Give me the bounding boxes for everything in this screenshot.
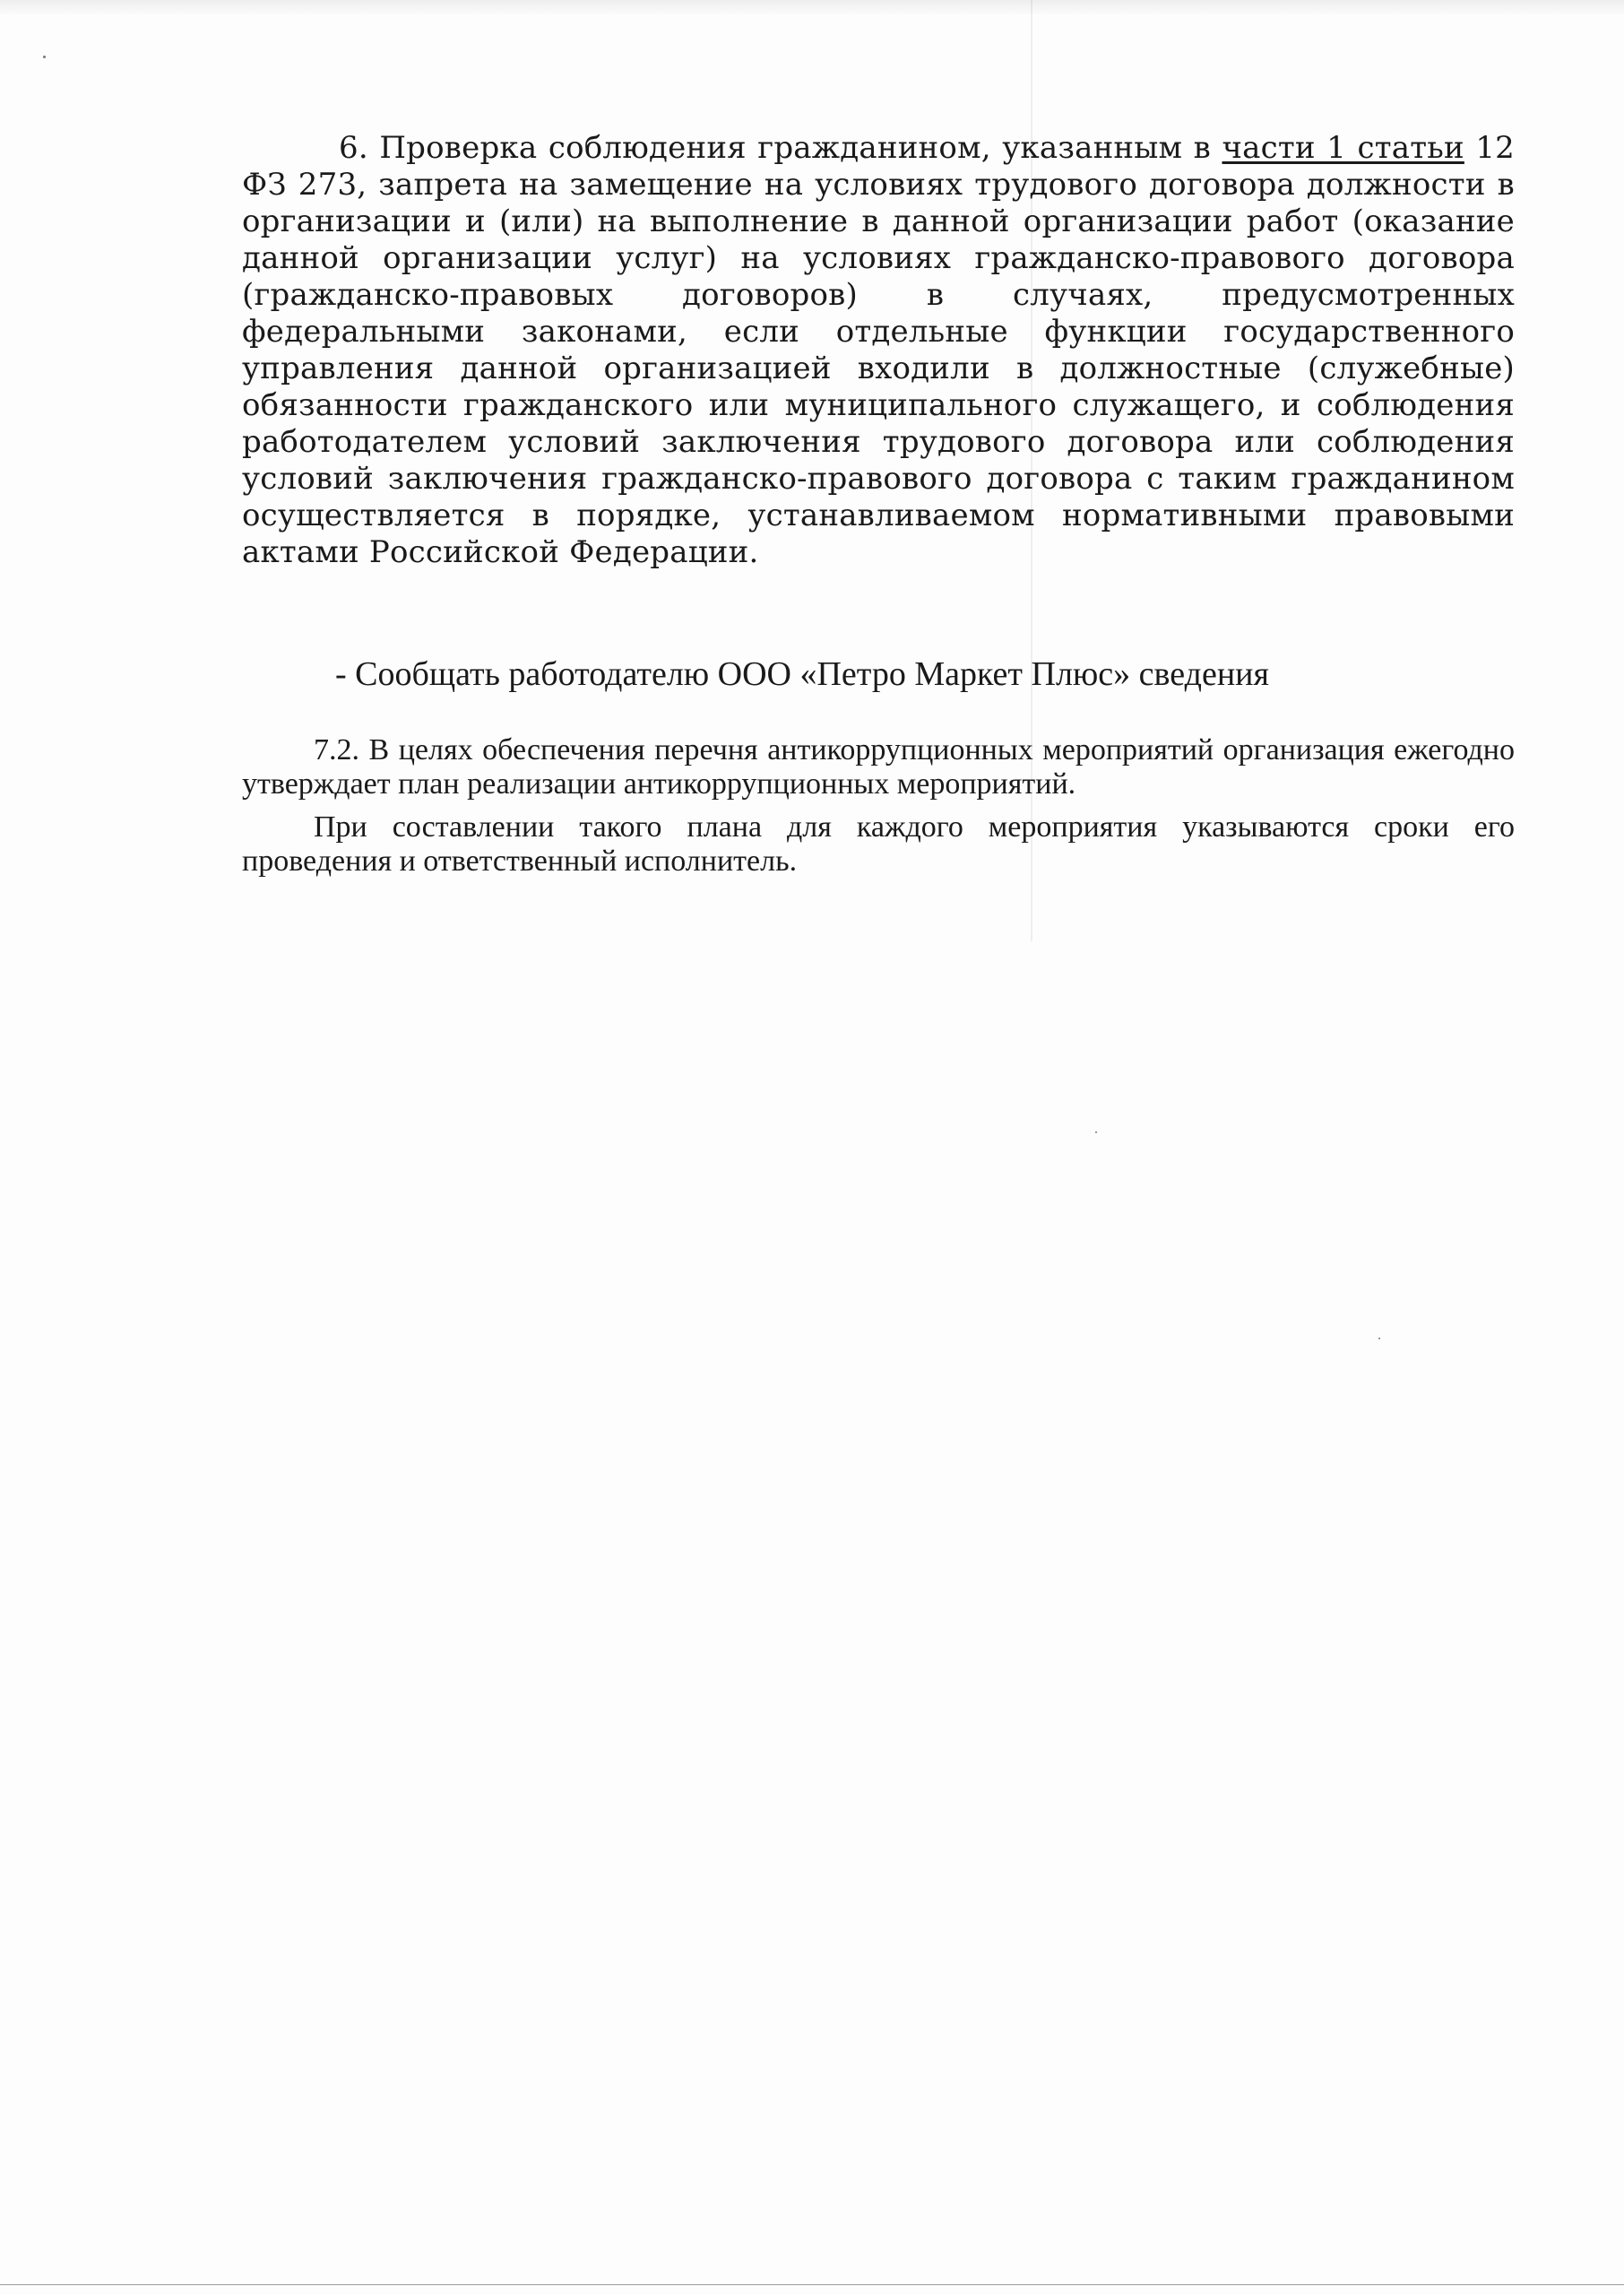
paragraph-point-7-2: 7.2. В целях обеспечения перечня антикоррупционных мероприятий организация ежегодно утверждает план реализации антикоррупционных мероприятий. [242, 733, 1515, 801]
scan-speck [1378, 1338, 1380, 1339]
paragraph-point-6 [242, 130, 1515, 571]
point-6-body: 12 ФЗ 273, запрета на замещение на условиях трудового договора должности в организации и (или) на выполнение в данной организации работ (оказание данной организации услуг) на условиях гражданско-правового договора (гражданско-правовых договоров) в случаях, предусмотренных федеральными законами, если отдельные функции государственного управления данной организацией входили в должностные (служебные) обязанности гражданского или муниципального служащего, и соблюдения работодателем условий заключения трудового договора или соблюдения условий заключения гражданско-правового договора с таким гражданином осуществляется в порядке, устанавливаемом нормативными правовыми актами Российской Федерации. [242, 130, 1515, 570]
paragraph-point-7-2-continuation: При составлении такого плана для каждого мероприятия указываются сроки его проведения и ответственный исполнитель. [242, 810, 1515, 878]
legal-reference-link[interactable]: части 1 статьи [1222, 130, 1464, 166]
bullet-report-info: - Сообщать работодателю ООО «Петро Маркет Плюс» сведения [335, 655, 1269, 693]
scan-edge-artifact [0, 0, 1624, 16]
scan-speck [1095, 1131, 1097, 1133]
scan-speck [43, 56, 46, 58]
scan-bottom-border [0, 2284, 1624, 2285]
point-6-intro: 6. Проверка соблюдения гражданином, указанным в [339, 130, 1222, 166]
